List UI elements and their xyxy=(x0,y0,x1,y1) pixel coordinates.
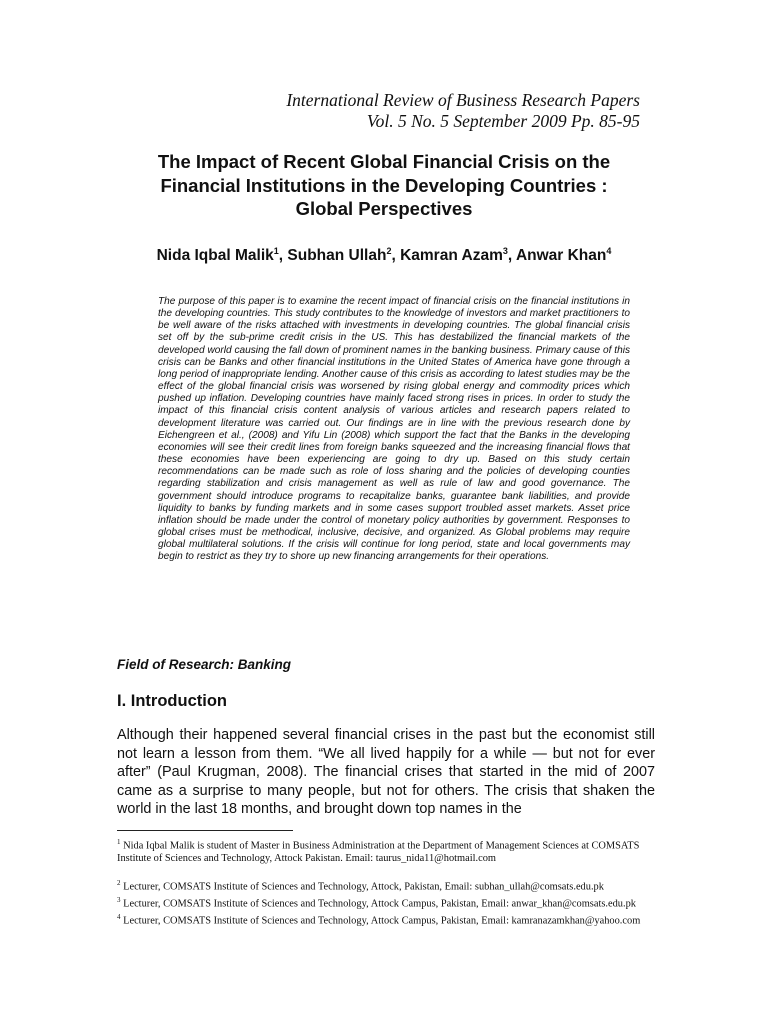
footnote-text: Lecturer, COMSATS Institute of Sciences and Technology, Attock Campus, Pakistan, Email: kamranazamkhan@yahoo.com xyxy=(123,915,641,927)
title-line: Global Perspectives xyxy=(295,198,473,219)
author-name: Anwar Khan xyxy=(515,247,607,265)
footnote-text: Lecturer, COMSATS Institute of Sciences and Technology, Attock, Pakistan, Email: subhan_ullah@comsats.edu.pk xyxy=(123,881,604,893)
footnote-divider xyxy=(117,830,293,831)
footnote-mark: 1 xyxy=(117,838,121,846)
author-footnote-mark: 3 xyxy=(502,246,508,256)
author-footnote-mark: 4 xyxy=(606,246,612,256)
journal-header xyxy=(286,90,640,132)
footnote-text: Nida Iqbal Malik is student of Master in Business Administration at the Department of Management Sciences at COMSATS Institute of Sciences and Technology, Attock Pakistan. Email: taurus_nida11@hotmail.com xyxy=(117,840,640,864)
journal-issue: Vol. 5 No. 5 September 2009 Pp. 85-95 xyxy=(366,111,640,131)
title-line: The Impact of Recent Global Financial Crisis on the xyxy=(157,151,611,172)
journal-name: International Review of Business Research Papers xyxy=(286,90,640,110)
author-list: Nida Iqbal Malik$^1$, Subhan Ullah$^2$, Kamran Azam$^3$, Anwar Khan$^4$ xyxy=(156,246,612,265)
footnote-mark: 2 xyxy=(117,879,121,888)
footnotes xyxy=(117,836,657,928)
author-name: Subhan Ullah xyxy=(287,247,387,265)
author-name: Nida Iqbal Malik xyxy=(156,247,274,265)
author-footnote-mark: 2 xyxy=(386,246,392,256)
abstract: The purpose of this paper is to examine the recent impact of financial crisis on the financial institutions in the developing countries. This study contributes to the knowledge of investors and market practitioners to be well aware of the risks attached with investments in developing countries. The global financial crisis set off by the sub-prime credit crisis in the US. This has destabilized the financial markets of the developed world causing the fall down of prominent names in the banking business. Primary cause of this crisis can be Banks and other financial institutions in the United States of America have gone through a long period of inappropriate lending. Another cause of this crisis as according to latest studies may be the effect of the global financial crisis was worsened by rising global energy and commodity prices which pushed up inflation. Developing countries have mainly faced strong rises in prices. In order to study the impact of this financial crisis content analysis of various articles and research papers related to development literature was carried out. Our findings are in line with the previous research done by Eichengreen et al., (2008) and Yifu Lin (2008) which support the fact that the Banks in the developing economies will see their credit lines from foreign banks squeezed and the increasing financial flows that these economies have been experiencing are going to dry up. Based on this study certain recommendations can be made such as role of loss sharing and the policies of developing counties regarding stabilization and crisis management as well as rule of law and good governance. The government should introduce programs to recapitalize banks, guarantee bank liabilities, and provide liquidity to banks by funding markets and in some cases support troubled asset markets. Asset price inflation should be made under the control of monetary policy authorities by government. Responses to global crises must be methodical, inclusive, decisive, and organized. As Global problems may require global multilateral solutions. If the crisis will continue for long period, state and local governments may begin to restrict as they try to shore up new financing arrangements for their operations. xyxy=(158,296,630,563)
paper-title xyxy=(100,150,668,221)
footnote-mark: 4 xyxy=(117,913,121,922)
field-of-research: Field of Research: Banking xyxy=(117,657,292,672)
footnote xyxy=(117,911,657,928)
footnote xyxy=(117,894,657,911)
author-footnote-mark: 1 xyxy=(273,246,279,256)
footnote-text: Lecturer, COMSATS Institute of Sciences and Technology, Attock Campus, Pakistan, Email: anwar_khan@comsats.edu.pk xyxy=(123,898,636,910)
section-heading: I. Introduction xyxy=(117,692,227,710)
introduction-paragraph: Although their happened several financial crises in the past but the economist still not learn a lesson from them. “We all lived happily for a while — but not for ever after” (Paul Krugman, 2008). The financial crises that started in the mid of 2007 came as a surprise to many people, but not for others. The crisis that shaken the world in the last 18 months, and brought down top names in the xyxy=(117,727,655,818)
footnote xyxy=(117,877,657,894)
title-line: Financial Institutions in the Developing Countries : xyxy=(160,174,608,196)
footnote xyxy=(117,836,657,865)
author-name: Kamran Azam xyxy=(400,247,503,265)
footnote-mark: 3 xyxy=(117,896,121,905)
